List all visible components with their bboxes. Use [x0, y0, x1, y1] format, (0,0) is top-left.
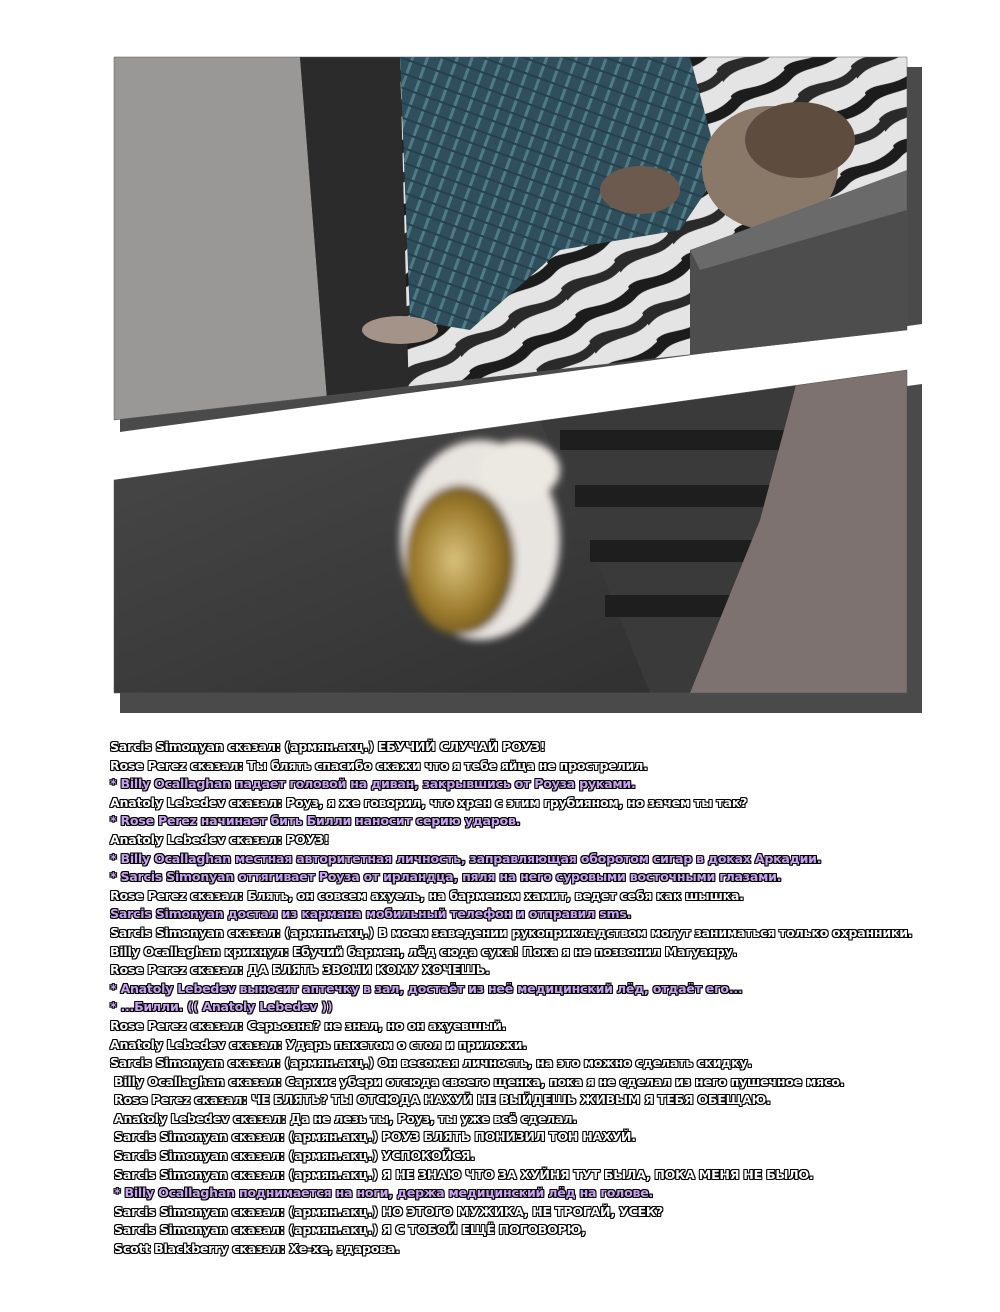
chat-say-line: Anatoly Lebedev сказал: Да не лезь ты, Роуз, ты уже всё сделал. — [114, 1110, 577, 1126]
chat-action-line: * Billy Ocallaghan падает головой на диван, закрывшись от Роуза руками. — [110, 776, 636, 792]
chat-log — [110, 738, 970, 1259]
chat-say-line: Rose Perez сказал: ДА БЛЯТЬ ЗВОНИ КОМУ ХОЧЕШЬ. — [110, 962, 490, 978]
chat-action-line: * Billy Ocallaghan местная авторитетная личность, заправляющая оборотом сигар в доках Аркадии. — [110, 850, 822, 866]
chat-action-line: * ...Билли. (( Anatoly Lebedev )) — [110, 999, 333, 1015]
chat-say-line: Rose Perez сказал: Блять, он совсем ахуель, на барменом хамит, ведет себя как шышка. — [110, 887, 744, 903]
blurred-brass-object — [400, 440, 560, 640]
man-hair — [745, 102, 855, 178]
chat-say-line: Sarcis Simonyan сказал: (армян.акц.) УСПОКОЙСЯ. — [114, 1148, 475, 1164]
chat-say-line: Billy Ocallaghan крикнул: Ебучий бармен, лёд сюда сука! Пока я не позвонил Магуаяру. — [110, 943, 738, 959]
chat-action-line: * Sarcis Simonyan оттягивает Роуза от ирландца, пяля на него суровыми восточными глазами. — [110, 869, 782, 885]
chat-action-line: * Anatoly Lebedev выносит аптечку в зал, достаёт из неё медицинский лёд, отдаёт его... — [110, 980, 743, 996]
chat-say-line: Anatoly Lebedev сказал: РОУЗ! — [110, 831, 330, 847]
chat-say-line: Scott Blackberry сказал: Хе-хе, здарова. — [114, 1241, 400, 1257]
chat-say-line: Anatoly Lebedev сказал: Роуз, я же говорил, что хрен с этим грубияном, но зачем ты так? — [110, 794, 748, 810]
chat-say-line: Sarcis Simonyan сказал: (армян.акц.) Я НЕ ЗНАЮ ЧТО ЗА ХУЙНЯ ТУТ БЫЛА, ПОКА МЕНЯ НЕ БЫЛО. — [114, 1166, 814, 1182]
chat-say-line: Billy Ocallaghan сказал: Саркис убери отсюда своего щенка, пока я не сделал из него пушечное мясо. — [114, 1073, 845, 1089]
foreground-wall — [114, 57, 330, 437]
chat-say-line: Sarcis Simonyan сказал: (армян.акц.) В моем заведении рукоприкладством могут заниматься только охранники. — [110, 924, 913, 940]
chat-say-line: Sarcis Simonyan сказал: (армян.акц.) ЕБУЧИЙ СЛУЧАЙ РОУЗ! — [110, 739, 546, 754]
man-hand — [600, 166, 680, 214]
hand-left — [362, 316, 438, 344]
top-panel — [114, 57, 907, 437]
chat-action-line: * Billy Ocallaghan поднимается на ноги, держа медицинский лёд на голове. — [114, 1185, 654, 1201]
chat-say-line: Rose Perez сказал: Серьозна? не знал, но он ахуевшый. — [110, 1017, 507, 1033]
chat-action-line: Sarcis Simonyan достал из кармана мобильный телефон и отправил sms. — [110, 906, 632, 922]
chat-say-line: Sarcis Simonyan сказал: (армян.акц.) Он весомая личность, на это можно сделать скидку. — [110, 1055, 752, 1071]
chat-say-line: Rose Perez сказал: ЧЕ БЛЯТЬ? ТЫ ОТСЮДА НАХУЙ НЕ ВЫЙДЕШЬ ЖИВЫМ Я ТЕБЯ ОБЕЩАЮ. — [114, 1092, 771, 1108]
chat-say-line: Sarcis Simonyan сказал: (армян.акц.) Я С ТОБОЙ ЕЩЁ ПОГОВОРЮ, — [114, 1222, 586, 1238]
chat-action-line: * Rose Perez начинает бить Билли наносит серию ударов. — [110, 813, 521, 829]
bottom-panel — [114, 370, 907, 693]
chat-say-line: Sarcis Simonyan сказал: (армян.акц.) РОУЗ БЛЯТЬ ПОНИЗИЛ ТОН НАХУЙ. — [114, 1129, 636, 1145]
chat-say-line: Sarcis Simonyan сказал: (армян.акц.) НО ЭТОГО МУЖИКА, НЕ ТРОГАЙ, УСЕК? — [114, 1203, 663, 1219]
chat-say-line: Anatoly Lebedev сказал: Ударь пакетом о стол и приложи. — [110, 1036, 527, 1052]
chat-say-line: Rose Perez сказал: Ты блять спасибо скажи что я тебе яйца не прострелил. — [110, 757, 648, 773]
